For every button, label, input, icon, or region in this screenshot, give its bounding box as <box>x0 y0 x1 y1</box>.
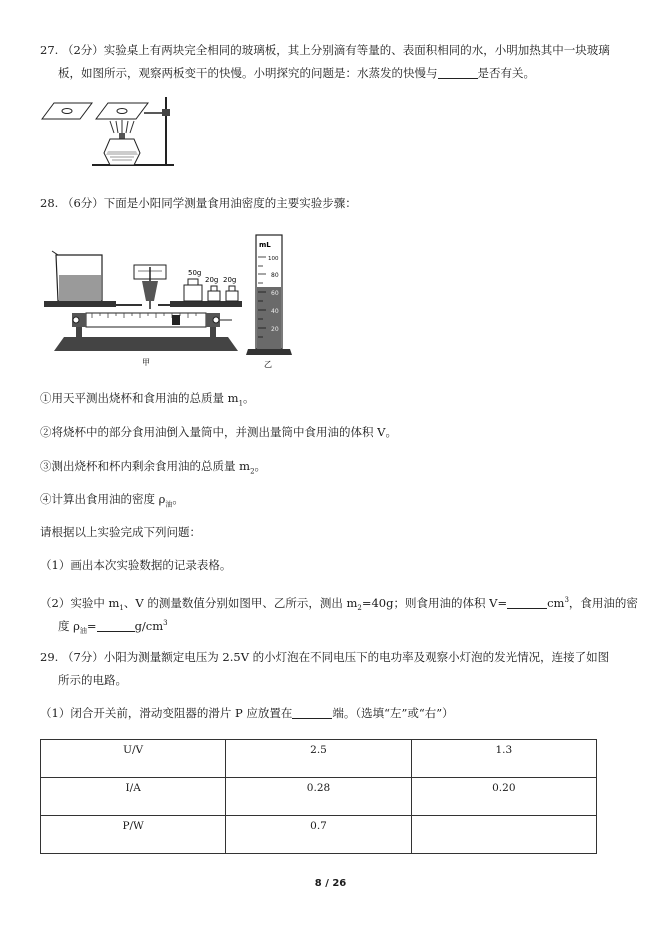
beaker-oil <box>59 275 101 301</box>
weight-20g-1 <box>208 291 220 301</box>
table-cell[interactable] <box>411 816 596 854</box>
cylinder-tick-20: 20 <box>271 326 279 333</box>
slider-position-answer-blank[interactable] <box>292 706 332 719</box>
q28-text-line1: 28. （6分）下面是小阳同学测量食用油密度的主要实验步骤： <box>40 196 357 210</box>
page-number: 8 / 26 <box>314 878 347 889</box>
cylinder-tick-40: 40 <box>271 308 279 315</box>
q29-sub1: （1）闭合开关前，滑动变阻器的滑片 P 应放置在 端。（选填“左”或“右”） <box>40 706 454 720</box>
table-row <box>41 816 597 854</box>
cylinder-tick-60: 60 <box>271 290 279 297</box>
table-cell: 0.28 <box>226 778 411 816</box>
q28-sub2-line1: （2）实验中 $m_1$、V 的测量数值分别如图甲、乙所示，测出 $m_2=40g$；则食用油的体积 $V= cm^3$，食用油的密 <box>40 595 638 613</box>
q27-glass-plates-figure <box>40 93 180 173</box>
q28-step1: ①用天平测出烧杯和食用油的总质量 $m_1$。 <box>40 391 255 408</box>
q28-step3: ③测出烧杯和杯内剩余食用油的总质量 $m_2$。 <box>40 459 267 476</box>
table-cell: U/V <box>41 740 226 778</box>
q29-data-table <box>40 739 597 854</box>
glass-plate-left <box>42 103 92 119</box>
table-cell: 0.20 <box>411 778 596 816</box>
balance-pan-right <box>170 301 242 307</box>
figure-label-jia: 甲 <box>142 358 150 367</box>
q27-answer-blank[interactable] <box>438 66 478 79</box>
q27-text-line2: 板，如图所示，观察两板变干的快慢。小明探究的问题是：水蒸发的快慢与 是否有关。 <box>58 66 535 80</box>
q28-step4: ④计算出食用油的密度 $\rho_油$。 <box>40 492 184 509</box>
cylinder-unit-label: mL <box>259 241 271 249</box>
q28-balance-and-cylinder-figure <box>42 225 302 370</box>
rider <box>172 315 180 325</box>
q28-prompt: 请根据以上实验完成下列问题： <box>40 525 201 539</box>
q28-step2: ②将烧杯中的部分食用油倒入量筒中，并测出量筒中食用油的体积 V。 <box>40 425 397 439</box>
table-cell: 0.7 <box>226 816 411 854</box>
weight-label-20g-2: 20g <box>223 276 237 284</box>
q29-text-line1: 29. （7分）小阳为测量额定电压为 2.5V 的小灯泡在不同电压下的电功率及观察小灯泡的发光情况，连接了如图 <box>40 650 610 664</box>
table-row <box>41 740 597 778</box>
table-row <box>41 778 597 816</box>
flame-icon <box>110 120 134 133</box>
table-cell: P/W <box>41 816 226 854</box>
q27-text-line1: 27. （2分）实验桌上有两块完全相同的玻璃板，其上分别滴有等量的、表面积相同的水，小明加热其中一块玻璃 <box>40 43 610 57</box>
density-answer-blank[interactable] <box>97 619 135 632</box>
cylinder-base <box>246 349 292 355</box>
weight-50g <box>184 285 202 301</box>
cylinder-tick-100: 100 <box>268 256 279 262</box>
table-cell: 2.5 <box>226 740 411 778</box>
weight-label-50g: 50g <box>188 269 202 277</box>
q29-text-line2: 所示的电路。 <box>58 673 127 687</box>
figure-label-yi: 乙 <box>264 360 272 369</box>
q28-sub2-line2: 度 $\rho_油= g/cm^3$ <box>58 618 168 636</box>
table-cell: 1.3 <box>411 740 596 778</box>
q28-sub1: （1）画出本次实验数据的记录表格。 <box>40 558 232 572</box>
cylinder-tick-80: 80 <box>271 272 279 279</box>
weight-20g-2 <box>226 291 238 301</box>
balance-pan-left <box>44 301 116 307</box>
balance-base <box>54 337 238 351</box>
glass-plate-right <box>96 103 148 119</box>
table-cell: I/A <box>41 778 226 816</box>
volume-answer-blank[interactable] <box>507 596 547 609</box>
weight-label-20g-1: 20g <box>205 276 219 284</box>
